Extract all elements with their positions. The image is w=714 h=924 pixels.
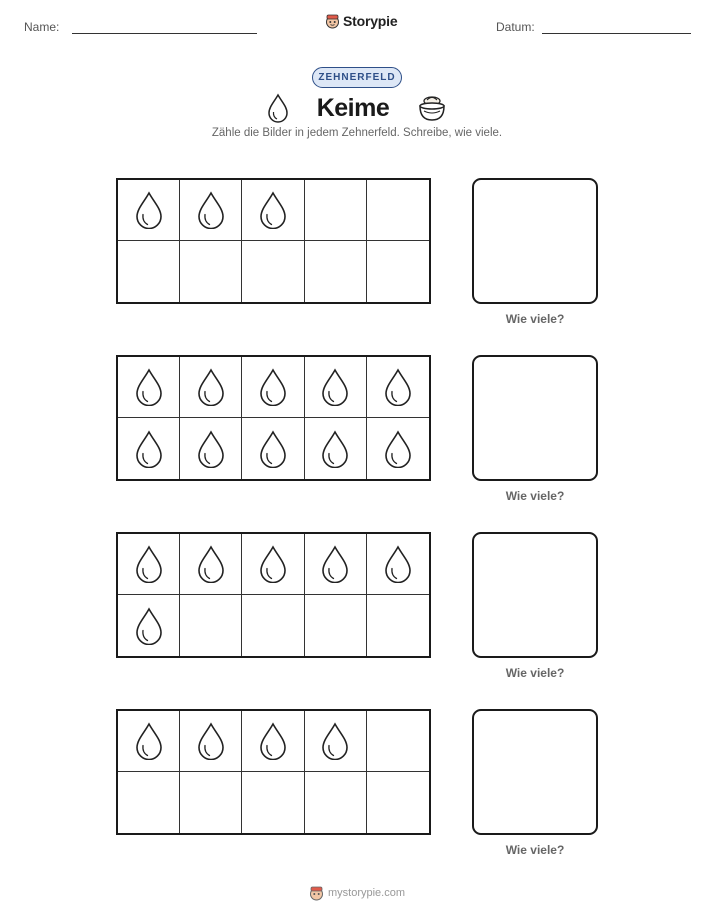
answer-label: Wie viele?: [505, 489, 565, 503]
water-drop-icon: [134, 191, 164, 229]
ten-frame-cell: [118, 241, 180, 302]
ten-frame-cell: [118, 357, 180, 418]
water-drop-icon: [258, 430, 288, 468]
water-drop-icon: [383, 430, 413, 468]
water-drop-icon: [383, 545, 413, 583]
ten-frame-cell: [367, 418, 429, 479]
water-drop-icon: [196, 545, 226, 583]
mascot-icon: [309, 885, 324, 901]
ten-frame-cell: [242, 772, 304, 833]
ten-frame-cell: [118, 711, 180, 772]
ten-frame-cell: [305, 241, 367, 302]
ten-frame-cell: [180, 180, 242, 241]
ten-frame-cell: [242, 357, 304, 418]
bowl-icon: [417, 94, 447, 122]
water-drop-icon: [196, 430, 226, 468]
water-drop-icon: [134, 545, 164, 583]
ten-frame-cell: [367, 772, 429, 833]
ten-frame-cell: [367, 711, 429, 772]
ten-frame-cell: [242, 711, 304, 772]
answer-label: Wie viele?: [505, 843, 565, 857]
water-drop-icon: [258, 722, 288, 760]
ten-frame: [116, 355, 431, 481]
ten-frame-cell: [242, 418, 304, 479]
water-drop-icon: [196, 722, 226, 760]
answer-box[interactable]: [472, 355, 598, 481]
answer-box[interactable]: [472, 709, 598, 835]
ten-frame-cell: [305, 772, 367, 833]
brand-logo: [325, 13, 397, 29]
ten-frame-cell: [180, 595, 242, 656]
ten-frame-cell: [367, 534, 429, 595]
date-line[interactable]: [542, 33, 691, 34]
ten-frame-cell: [305, 357, 367, 418]
instructions: Zähle die Bilder in jedem Zehnerfeld. Schreibe, wie viele.: [211, 127, 503, 139]
water-drop-icon: [196, 368, 226, 406]
water-drop-icon: [320, 722, 350, 760]
name-label: Name:: [24, 20, 60, 34]
exercise-2: [0, 355, 714, 515]
ten-frame-cell: [305, 418, 367, 479]
ten-frame-cell: [180, 241, 242, 302]
ten-frame-cell: [118, 180, 180, 241]
brand-name: Storypie: [343, 13, 398, 29]
ten-frame-cell: [305, 711, 367, 772]
water-drop-icon: [258, 545, 288, 583]
ten-frame-cell: [367, 595, 429, 656]
water-drop-icon: [134, 607, 164, 645]
ten-frame: [116, 709, 431, 835]
ten-frame-cell: [367, 357, 429, 418]
water-drop-icon: [320, 368, 350, 406]
topic-badge: ZEHNERFELD: [312, 67, 402, 88]
ten-frame-cell: [180, 772, 242, 833]
water-drop-icon: [320, 545, 350, 583]
water-drop-icon: [320, 430, 350, 468]
answer-label: Wie viele?: [505, 312, 565, 326]
water-drop-icon: [134, 368, 164, 406]
ten-frame: [116, 178, 431, 304]
water-drop-icon: [258, 191, 288, 229]
ten-frame-cell: [180, 711, 242, 772]
ten-frame-cell: [242, 241, 304, 302]
ten-frame-cell: [180, 418, 242, 479]
exercise-3: [0, 532, 714, 692]
footer-url: mystorypie.com: [327, 887, 406, 899]
ten-frame-cell: [305, 180, 367, 241]
ten-frame-cell: [242, 595, 304, 656]
name-line[interactable]: [72, 33, 257, 34]
water-drop-icon: [196, 191, 226, 229]
ten-frame: [116, 532, 431, 658]
ten-frame-cell: [180, 357, 242, 418]
ten-frame-cell: [242, 180, 304, 241]
water-drop-icon: [267, 93, 289, 123]
ten-frame-cell: [305, 534, 367, 595]
ten-frame-cell: [118, 595, 180, 656]
answer-box[interactable]: [472, 178, 598, 304]
title-row: [0, 92, 714, 124]
ten-frame-cell: [367, 180, 429, 241]
ten-frame-cell: [180, 534, 242, 595]
exercise-1: [0, 178, 714, 338]
ten-frame-cell: [242, 534, 304, 595]
exercise-4: [0, 709, 714, 869]
mascot-icon: [325, 13, 340, 29]
water-drop-icon: [134, 430, 164, 468]
footer: [0, 885, 714, 901]
water-drop-icon: [258, 368, 288, 406]
water-drop-icon: [134, 722, 164, 760]
answer-box[interactable]: [472, 532, 598, 658]
ten-frame-cell: [367, 241, 429, 302]
ten-frame-cell: [118, 418, 180, 479]
answer-label: Wie viele?: [505, 666, 565, 680]
ten-frame-cell: [118, 772, 180, 833]
water-drop-icon: [383, 368, 413, 406]
page-title: Keime: [316, 93, 390, 122]
ten-frame-cell: [305, 595, 367, 656]
date-label: Datum:: [496, 20, 535, 34]
ten-frame-cell: [118, 534, 180, 595]
